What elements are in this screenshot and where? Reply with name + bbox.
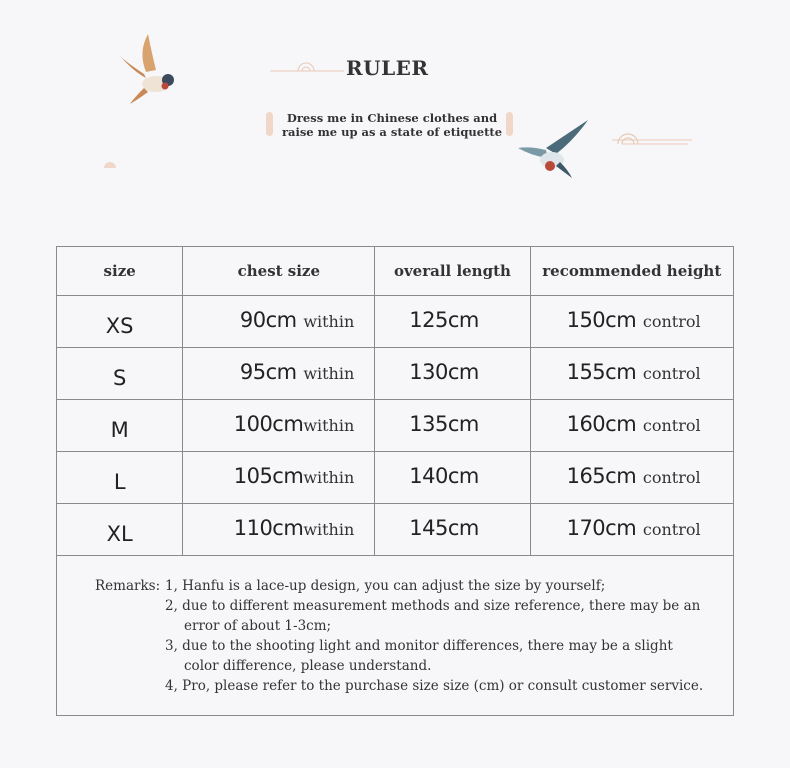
size-value: M bbox=[110, 417, 129, 442]
page-title: RULER bbox=[346, 56, 429, 80]
length-cell bbox=[375, 296, 530, 348]
height-value: 165cm bbox=[566, 464, 637, 488]
length-value: 145cm bbox=[409, 516, 479, 540]
length-value: 130cm bbox=[409, 360, 479, 384]
header-recommended-height: recommended height bbox=[530, 247, 733, 296]
height-qualifier: control bbox=[642, 520, 701, 539]
chest-qualifier: within bbox=[303, 312, 355, 331]
height-cell bbox=[530, 504, 733, 556]
length-value: 140cm bbox=[409, 464, 479, 488]
table-row bbox=[57, 400, 734, 452]
chest-value: 100cm bbox=[233, 412, 304, 436]
chest-value: 95cm bbox=[239, 360, 297, 384]
remark-3: 3, due to the shooting light and monitor differences, there may be a slight bbox=[165, 638, 673, 654]
table-header-row bbox=[57, 247, 734, 296]
height-cell bbox=[530, 296, 733, 348]
height-cell bbox=[530, 348, 733, 400]
page-subtitle bbox=[276, 111, 508, 139]
subtitle-line-2: raise me up as a state of etiquette bbox=[281, 125, 503, 139]
chest-cell bbox=[183, 504, 375, 556]
remark-4: 4, Pro, please refer to the purchase size size (cm) or consult customer service. bbox=[165, 678, 704, 694]
height-qualifier: control bbox=[642, 416, 701, 435]
height-qualifier: control bbox=[642, 468, 701, 487]
subtitle-line-1: Dress me in Chinese clothes and bbox=[286, 111, 498, 125]
size-value: L bbox=[113, 469, 126, 494]
remarks-box bbox=[56, 553, 734, 716]
table-row bbox=[57, 452, 734, 504]
size-cell bbox=[57, 296, 183, 348]
height-value: 160cm bbox=[566, 412, 637, 436]
size-cell bbox=[57, 504, 183, 556]
height-value: 150cm bbox=[566, 308, 637, 332]
swallow-bird-left-icon bbox=[118, 32, 182, 106]
length-value: 125cm bbox=[409, 308, 479, 332]
cloud-ornament-left bbox=[270, 62, 344, 76]
size-cell bbox=[57, 452, 183, 504]
chest-value: 90cm bbox=[239, 308, 297, 332]
chest-qualifier: within bbox=[303, 520, 355, 539]
size-value: XS bbox=[105, 313, 134, 338]
length-cell bbox=[375, 452, 530, 504]
size-value: XL bbox=[106, 521, 133, 546]
height-value: 170cm bbox=[566, 516, 637, 540]
table-row bbox=[57, 504, 734, 556]
remark-2: 2, due to different measurement methods and size reference, there may be an bbox=[165, 598, 701, 614]
chest-value: 110cm bbox=[233, 516, 304, 540]
height-qualifier: control bbox=[642, 364, 701, 383]
cloud-ornament-right bbox=[612, 126, 692, 148]
size-cell bbox=[57, 400, 183, 452]
remark-1: 1, Hanfu is a lace-up design, you can adjust the size by yourself; bbox=[165, 578, 606, 594]
chest-cell bbox=[183, 452, 375, 504]
chest-qualifier: within bbox=[303, 416, 355, 435]
remark-3-cont: color difference, please understand. bbox=[184, 658, 432, 674]
height-cell bbox=[530, 400, 733, 452]
header-overall-length: overall length bbox=[375, 247, 530, 296]
header-chest-size: chest size bbox=[183, 247, 375, 296]
size-value: S bbox=[112, 365, 127, 390]
chest-qualifier: within bbox=[303, 468, 355, 487]
table-row bbox=[57, 348, 734, 400]
length-value: 135cm bbox=[409, 412, 479, 436]
chest-cell bbox=[183, 400, 375, 452]
length-cell bbox=[375, 504, 530, 556]
chest-value: 105cm bbox=[233, 464, 304, 488]
table-row bbox=[57, 296, 734, 348]
swallow-bird-right-icon bbox=[516, 118, 592, 180]
length-cell bbox=[375, 348, 530, 400]
subtitle-bracket-left bbox=[266, 112, 273, 136]
chest-cell bbox=[183, 348, 375, 400]
height-qualifier: control bbox=[642, 312, 701, 331]
chest-qualifier: within bbox=[303, 364, 355, 383]
remarks-label: Remarks: bbox=[95, 578, 161, 594]
size-chart-table bbox=[56, 246, 734, 556]
size-cell bbox=[57, 348, 183, 400]
small-cloud-icon bbox=[102, 158, 120, 170]
chest-cell bbox=[183, 296, 375, 348]
height-value: 155cm bbox=[566, 360, 637, 384]
height-cell bbox=[530, 452, 733, 504]
length-cell bbox=[375, 400, 530, 452]
header-size: size bbox=[57, 247, 183, 296]
remark-2-cont: error of about 1-3cm; bbox=[184, 618, 332, 634]
